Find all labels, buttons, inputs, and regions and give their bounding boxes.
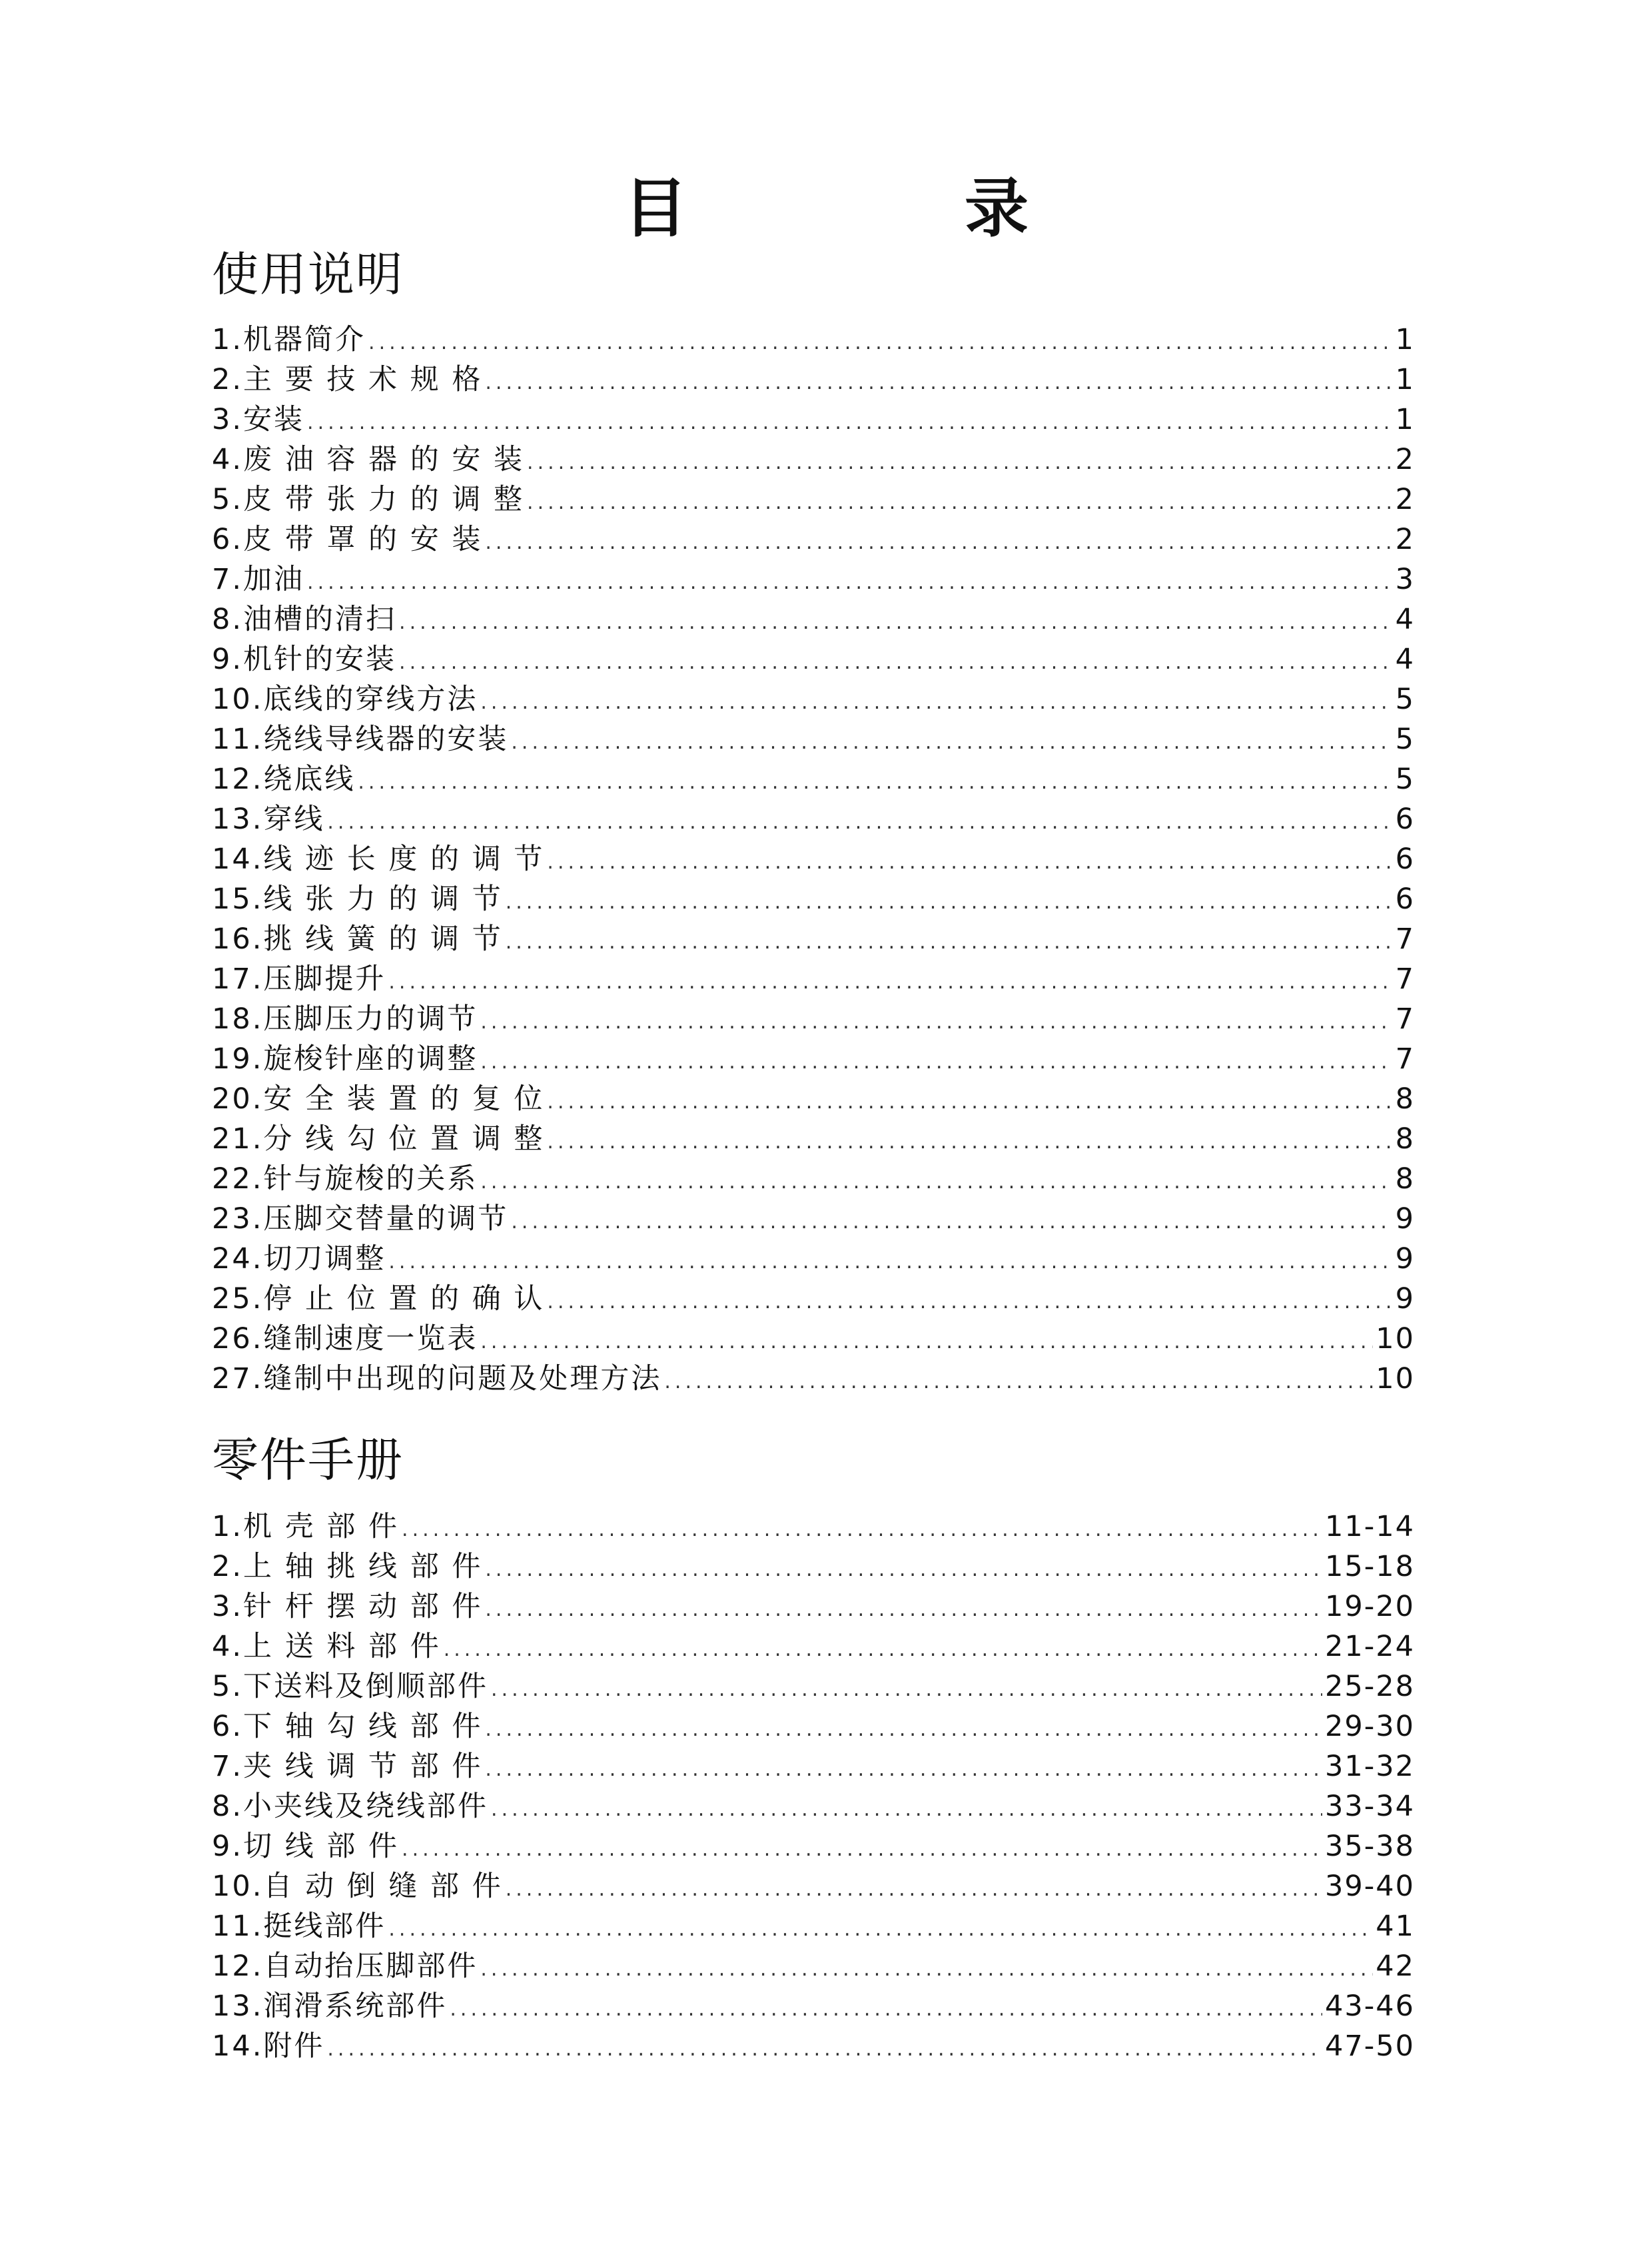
toc-entry-page: 6 [1395,883,1415,916]
dot-leader [547,1082,1392,1122]
toc-entry [212,999,1415,1039]
toc-entry [212,2026,1415,2066]
toc-entry-page: 7 [1395,1042,1415,1076]
toc-entry-label: 24.切刀调整 [212,1242,386,1276]
toc-entry-page: 3 [1395,563,1415,596]
dot-leader [358,763,1392,803]
toc-entry [212,879,1415,919]
toc-entry [212,1746,1415,1786]
toc-entry-label: 25.停 止 位 置 的 确 认 [212,1282,545,1315]
toc-entry [212,1159,1415,1199]
toc-entry-page: 5 [1395,763,1415,796]
toc-entry [212,1946,1415,1986]
toc-entry-page: 2 [1395,443,1415,476]
toc-entry-label: 23.压脚交替量的调节 [212,1202,509,1236]
toc-entry-page: 29-30 [1325,1710,1415,1743]
toc-entry-page: 4 [1395,643,1415,676]
toc-entry-page: 8 [1395,1122,1415,1156]
toc-entry-label: 3.针 杆 摆 动 部 件 [212,1590,483,1623]
toc-entry-label: 12.自动抬压脚部件 [212,1950,478,1983]
toc-entry-page: 9 [1395,1202,1415,1236]
toc-entry-label: 2.上 轴 挑 线 部 件 [212,1550,483,1583]
dot-leader [388,1242,1392,1282]
dot-leader [388,1910,1373,1950]
toc-entry [212,1906,1415,1946]
toc-entry [212,1826,1415,1866]
toc-entry-label: 17.压脚提升 [212,962,386,996]
toc-entry [212,320,1415,360]
toc-entry [212,1786,1415,1826]
toc-entry-label: 26.缝制速度一览表 [212,1322,478,1355]
dot-leader [480,1002,1392,1042]
toc-entry-label: 3.安装 [212,403,305,436]
toc-entry-page: 1 [1395,363,1415,396]
toc-entry [212,1039,1415,1079]
dot-leader [527,443,1393,483]
toc-entry-label: 4.上 送 料 部 件 [212,1630,441,1663]
toc-entry-label: 20.安 全 装 置 的 复 位 [212,1082,545,1116]
toc-entry-page: 2 [1395,523,1415,556]
toc-entry [212,1507,1415,1547]
section-heading-usage: 使用说明 [212,247,404,302]
toc-entry-page: 2 [1395,483,1415,516]
toc-entry [212,1079,1415,1119]
toc-entry [212,679,1415,719]
toc-entry-page: 10 [1376,1362,1415,1395]
toc-entry-label: 13.润滑系统部件 [212,1990,448,2023]
toc-entry [212,1319,1415,1359]
toc-entry [212,1866,1415,1906]
toc-entry [212,1667,1415,1706]
toc-entry-page: 9 [1395,1282,1415,1315]
toc-entry-page: 4 [1395,603,1415,636]
toc-entry-page: 9 [1395,1242,1415,1276]
toc-entry [212,639,1415,679]
toc-entry-page: 31-32 [1325,1750,1415,1783]
toc-entry [212,719,1415,759]
toc-entry-page: 42 [1376,1950,1415,1983]
toc-entry-page: 7 [1395,923,1415,956]
toc-entry-page: 1 [1395,403,1415,436]
toc-entry [212,599,1415,639]
toc-entry-label: 15.线 张 力 的 调 节 [212,883,503,916]
toc-entry-label: 27.缝制中出现的问题及处理方法 [212,1362,662,1395]
toc-entry-page: 15-18 [1325,1550,1415,1583]
toc-entry [212,1587,1415,1627]
dot-leader [485,523,1392,563]
dot-leader [480,1322,1373,1362]
toc-entry-page: 1 [1395,323,1415,356]
toc-entry-label: 5.下送料及倒顺部件 [212,1670,489,1703]
dot-leader [506,923,1393,962]
toc-entry [212,360,1415,400]
toc-entry [212,759,1415,799]
dot-leader [480,1950,1373,1990]
toc-entry [212,799,1415,839]
toc-entry-page: 19-20 [1325,1590,1415,1623]
toc-entry-label: 7.夹 线 调 节 部 件 [212,1750,483,1783]
toc-entry [212,1199,1415,1239]
dot-leader [547,843,1392,883]
toc-entry-label: 13.穿线 [212,803,325,836]
toc-entry [212,560,1415,599]
dot-leader [399,603,1393,643]
dot-leader [402,1510,1322,1550]
section-heading-parts: 零件手册 [212,1433,404,1487]
toc-entry-label: 10.底线的穿线方法 [212,683,478,716]
dot-leader [511,723,1392,763]
page-title: 目 录 [623,171,1135,246]
toc-entry-page: 5 [1395,723,1415,756]
toc-entry [212,400,1415,440]
toc-entry-page: 43-46 [1325,1990,1415,2023]
dot-leader [485,363,1392,403]
toc-entry-label: 14.附件 [212,2030,325,2063]
dot-leader [480,683,1392,723]
toc-entry-label: 14.线 迹 长 度 的 调 节 [212,843,545,876]
toc-entry-page: 8 [1395,1082,1415,1116]
dot-leader [506,883,1393,923]
toc-entry [212,1547,1415,1587]
toc-entry-label: 2.主 要 技 术 规 格 [212,363,483,396]
toc-entry [212,919,1415,959]
toc-entry-label: 6.皮 带 罩 的 安 装 [212,523,483,556]
toc-entry-page: 41 [1376,1910,1415,1943]
toc-entry-label: 8.小夹线及绕线部件 [212,1790,489,1823]
toc-entry-label: 5.皮 带 张 力 的 调 整 [212,483,525,516]
toc-entry-label: 11.绕线导线器的安装 [212,723,509,756]
toc-entry [212,839,1415,879]
dot-leader [547,1122,1392,1162]
toc-entry-page: 6 [1395,803,1415,836]
toc-entry-page: 10 [1376,1322,1415,1355]
toc-entry [212,480,1415,520]
toc-entry-page: 21-24 [1325,1630,1415,1663]
toc-entry-label: 9.切 线 部 件 [212,1830,400,1863]
toc-entry [212,1239,1415,1279]
dot-leader [506,1870,1322,1910]
toc-entry-page: 35-38 [1325,1830,1415,1863]
toc-entry-label: 1.机器简介 [212,323,366,356]
toc-entry-label: 11.挺线部件 [212,1910,386,1943]
toc-list-usage [212,320,1415,1399]
dot-leader [402,1830,1322,1870]
toc-entry-page: 7 [1395,962,1415,996]
dot-leader [307,563,1393,603]
dot-leader [327,803,1392,843]
dot-leader [327,2030,1322,2069]
dot-leader [368,323,1393,363]
dot-leader [547,1282,1392,1322]
dot-leader [399,643,1393,683]
toc-entry [212,440,1415,480]
dot-leader [480,1042,1392,1082]
dot-leader [664,1362,1373,1402]
toc-entry-label: 19.旋梭针座的调整 [212,1042,478,1076]
toc-entry [212,1986,1415,2026]
toc-entry-label: 4.废 油 容 器 的 安 装 [212,443,525,476]
toc-entry-page: 39-40 [1325,1870,1415,1903]
toc-entry-label: 7.加油 [212,563,305,596]
toc-entry [212,1119,1415,1159]
toc-entry-page: 6 [1395,843,1415,876]
toc-entry-page: 8 [1395,1162,1415,1196]
toc-entry [212,1279,1415,1319]
toc-entry-label: 8.油槽的清扫 [212,603,397,636]
dot-leader [485,1710,1322,1750]
toc-entry-label: 21.分 线 勾 位 置 调 整 [212,1122,545,1156]
dot-leader [444,1630,1322,1670]
toc-entry-label: 1.机 壳 部 件 [212,1510,400,1543]
toc-entry [212,1706,1415,1746]
toc-entry-label: 16.挑 线 簧 的 调 节 [212,923,503,956]
toc-entry-label: 9.机针的安装 [212,643,397,676]
dot-leader [527,483,1393,523]
dot-leader [491,1670,1322,1710]
toc-entry-label: 6.下 轴 勾 线 部 件 [212,1710,483,1743]
dot-leader [491,1790,1322,1830]
toc-entry [212,959,1415,999]
toc-entry-page: 11-14 [1325,1510,1415,1543]
toc-entry-label: 12.绕底线 [212,763,356,796]
dot-leader [511,1202,1392,1242]
toc-entry-page: 5 [1395,683,1415,716]
toc-entry-label: 22.针与旋梭的关系 [212,1162,478,1196]
toc-entry [212,520,1415,560]
dot-leader [480,1162,1392,1202]
toc-entry-label: 18.压脚压力的调节 [212,1002,478,1036]
dot-leader [307,403,1393,443]
toc-entry-page: 33-34 [1325,1790,1415,1823]
dot-leader [450,1990,1322,2030]
toc-list-parts [212,1507,1415,2066]
dot-leader [388,962,1392,1002]
dot-leader [485,1590,1322,1630]
toc-entry [212,1359,1415,1399]
dot-leader [485,1550,1322,1590]
dot-leader [485,1750,1322,1790]
toc-entry-page: 25-28 [1325,1670,1415,1703]
toc-entry [212,1627,1415,1667]
toc-entry-label: 10.自 动 倒 缝 部 件 [212,1870,503,1903]
toc-entry-page: 47-50 [1325,2030,1415,2063]
toc-entry-page: 7 [1395,1002,1415,1036]
